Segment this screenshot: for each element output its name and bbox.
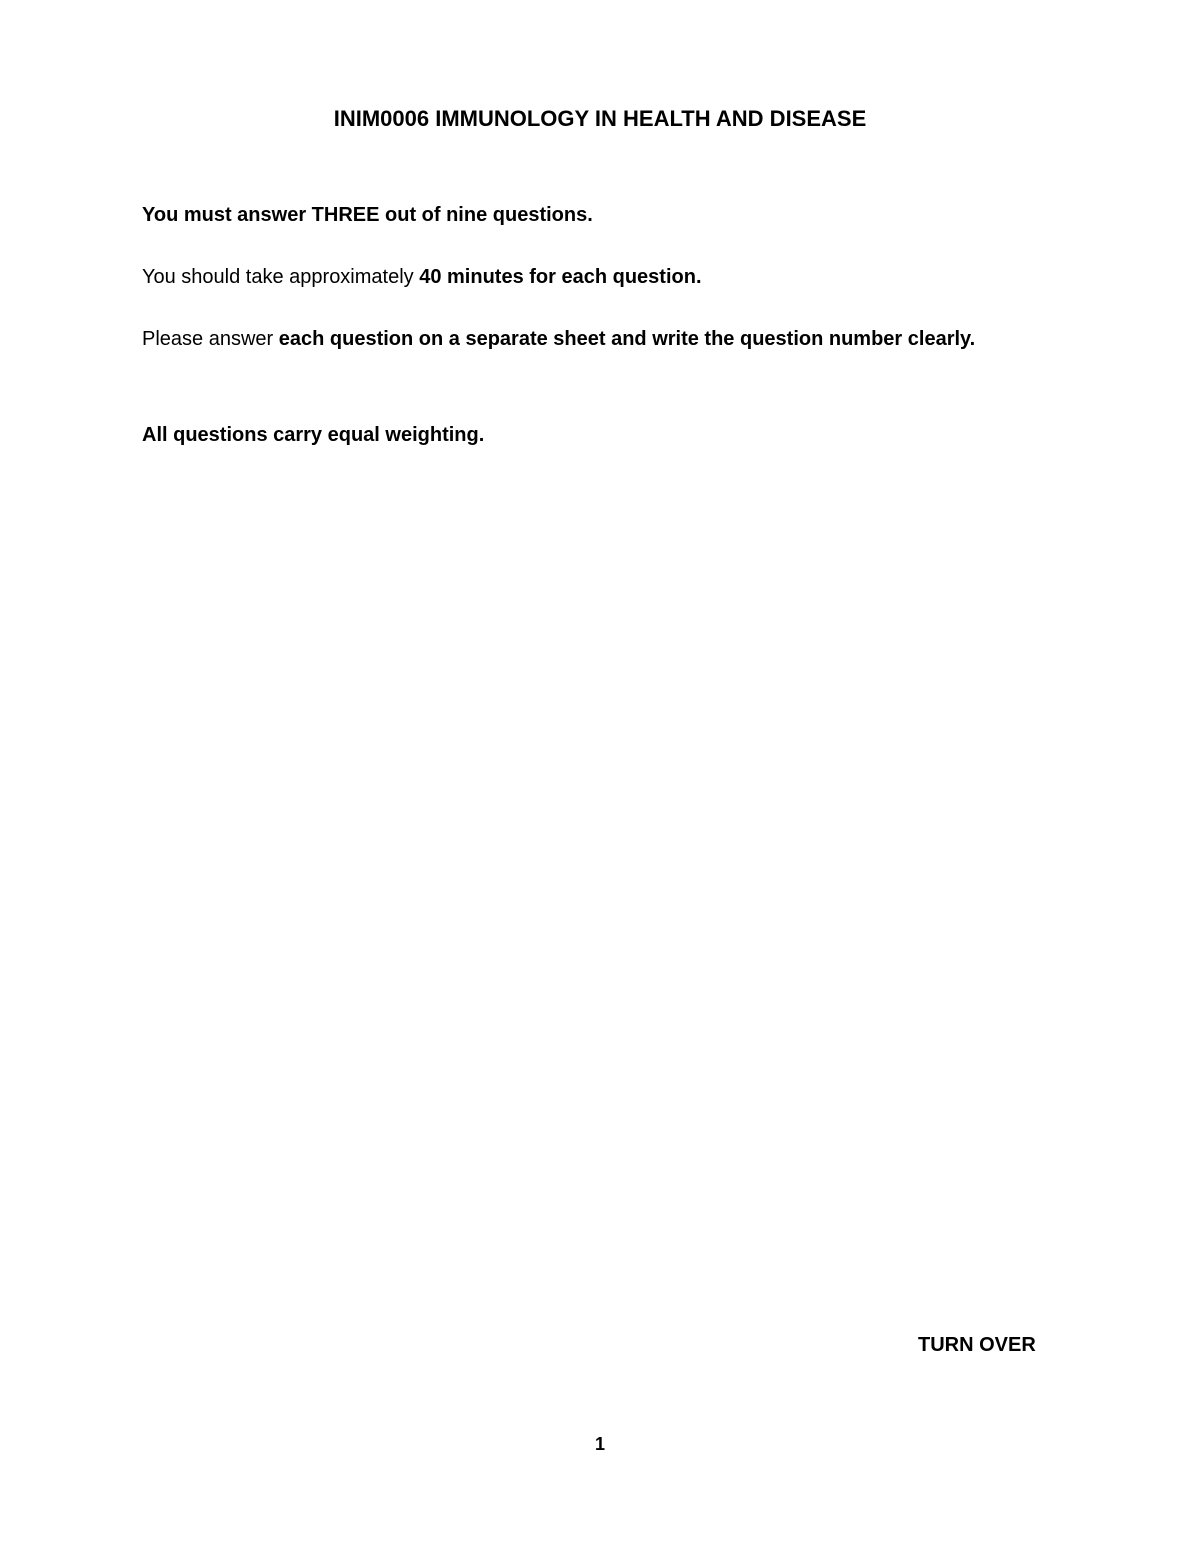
- turn-over-note: TURN OVER: [918, 1334, 1036, 1356]
- instruction-sheet-text: Please answer: [142, 328, 279, 350]
- instruction-sheet-emphasis: each question on a separate sheet and write the question number clearly.: [278, 328, 976, 350]
- instruction-time-text: You should take approximately: [142, 266, 420, 288]
- instruction-separate-sheet: [142, 324, 1058, 355]
- instruction-time: [142, 262, 1058, 293]
- instruction-time-emphasis: 40 minutes for each question.: [419, 266, 702, 288]
- page-title: INIM0006 IMMUNOLOGY IN HEALTH AND DISEASE: [333, 106, 867, 131]
- instruction-weighting: All questions carry equal weighting.: [142, 424, 485, 446]
- page-number: 1: [594, 1434, 605, 1454]
- instruction-answer-count: You must answer THREE out of nine questions.: [142, 204, 593, 226]
